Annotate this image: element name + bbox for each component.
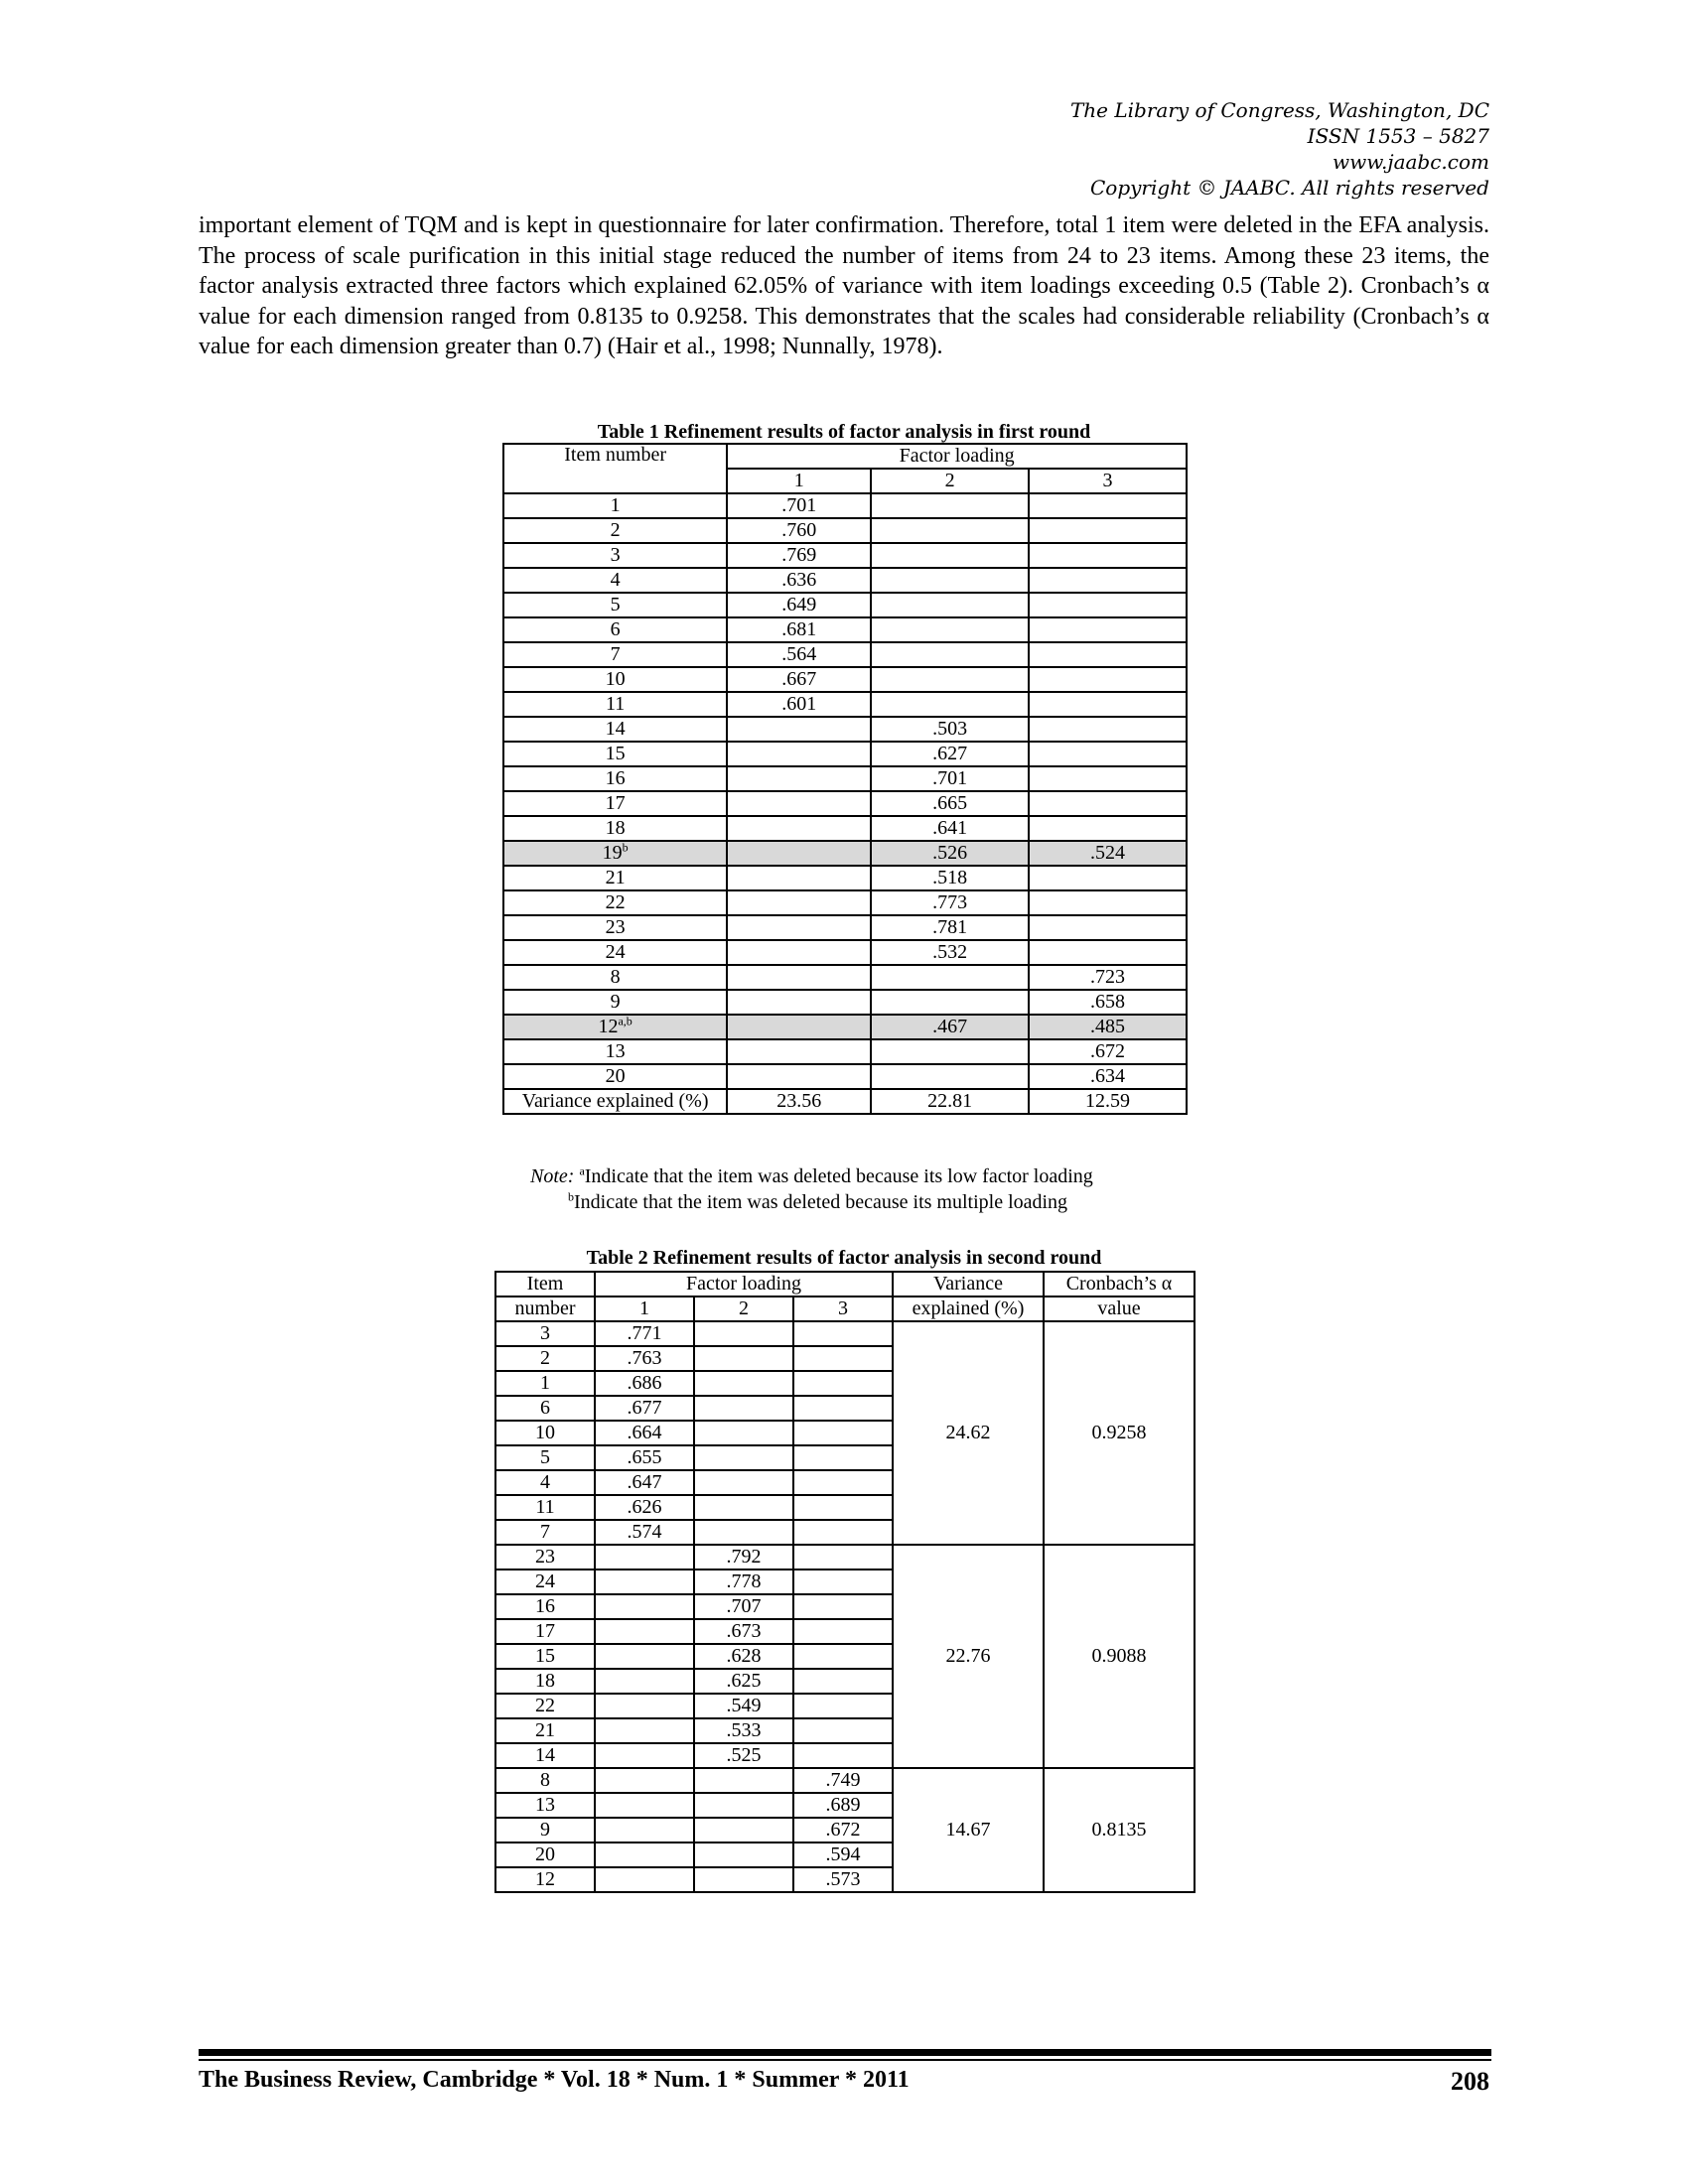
table1-row [503, 543, 1187, 568]
table1-cell-item [503, 866, 727, 890]
table1-cell-factor-2 [871, 593, 1029, 617]
table2-cell-item: 18 [495, 1669, 595, 1694]
table1-cell-item [503, 791, 727, 816]
table1-row [503, 766, 1187, 791]
table2-cell-factor-1 [595, 1594, 694, 1619]
table2-cell-factor-1 [595, 1867, 694, 1892]
table2-cell-item: 9 [495, 1818, 595, 1843]
table1-cell-factor-1: .564 [727, 642, 871, 667]
table1-cell-factor-3 [1029, 742, 1187, 766]
table1-cell-factor-3 [1029, 791, 1187, 816]
table2-cell-factor-3 [793, 1619, 893, 1644]
table1-note-a [530, 1163, 1093, 1189]
table2-cell-factor-3 [793, 1743, 893, 1768]
table2-cell-factor-2: .673 [694, 1619, 793, 1644]
table2-cell-factor-2 [694, 1818, 793, 1843]
table2-cell-factor-3: .573 [793, 1867, 893, 1892]
table1-cell-factor-1 [727, 866, 871, 890]
table2-cell-item: 8 [495, 1768, 595, 1793]
table1-cell-factor-3 [1029, 543, 1187, 568]
table1-cell-factor-1 [727, 816, 871, 841]
table1 [502, 443, 1188, 1115]
table1-row [503, 742, 1187, 766]
table1-item-number: 22 [605, 891, 626, 913]
table2-cell-factor-2 [694, 1867, 793, 1892]
table2-cell-item: 12 [495, 1867, 595, 1892]
table2-cell-factor-3: .672 [793, 1818, 893, 1843]
table1-cell-factor-1 [727, 766, 871, 791]
table1-cell-factor-1: .681 [727, 617, 871, 642]
table1-cell-factor-3 [1029, 642, 1187, 667]
table1-item-number: 16 [605, 767, 626, 789]
table2-cell-item: 10 [495, 1421, 595, 1445]
table2-cell-factor-1 [595, 1843, 694, 1867]
table2-cell-factor-3 [793, 1669, 893, 1694]
table1-cell-item [503, 1064, 727, 1089]
table1-item-number: 3 [610, 544, 621, 566]
table1-cell-item [503, 915, 727, 940]
table1-caption: Table 1 Refinement results of factor analysis in first round [597, 421, 1091, 443]
table1-row [503, 518, 1187, 543]
table1-cell-factor-3 [1029, 816, 1187, 841]
table2-header-variance-2: explained (%) [893, 1297, 1044, 1321]
table1-cell-factor-1 [727, 890, 871, 915]
table1-cell-factor-3: .634 [1029, 1064, 1187, 1089]
table1-cell-factor-3: .524 [1029, 841, 1187, 866]
table1-variance-2: 22.81 [871, 1089, 1029, 1114]
table1-cell-factor-2 [871, 667, 1029, 692]
table1-cell-factor-3 [1029, 890, 1187, 915]
table2-cell-item: 4 [495, 1470, 595, 1495]
table1-variance-3: 12.59 [1029, 1089, 1187, 1114]
table1-cell-item [503, 766, 727, 791]
table2 [494, 1271, 1196, 1893]
table1-cell-factor-3 [1029, 915, 1187, 940]
footer-rule-thick [199, 2049, 1491, 2056]
table1-cell-factor-1: .667 [727, 667, 871, 692]
table1-cell-factor-2 [871, 518, 1029, 543]
table1-cell-item [503, 841, 727, 866]
table1-header-factor-3: 3 [1029, 469, 1187, 493]
table2-cell-factor-3 [793, 1545, 893, 1570]
table1-row [503, 791, 1187, 816]
table1-cell-item [503, 642, 727, 667]
table1-item-number: 8 [610, 966, 621, 988]
table2-cell-item: 16 [495, 1594, 595, 1619]
table2-cell-item: 17 [495, 1619, 595, 1644]
table1-item-number: 13 [605, 1040, 626, 1062]
table1-cell-factor-2 [871, 965, 1029, 990]
table2-cell-factor-2 [694, 1445, 793, 1470]
table2-cell-factor-2 [694, 1421, 793, 1445]
table2-row [495, 1545, 1195, 1570]
table2-cell-factor-3: .749 [793, 1768, 893, 1793]
table2-cell-factor-2: .707 [694, 1594, 793, 1619]
table1-cell-item [503, 543, 727, 568]
page-header [1070, 97, 1489, 201]
table1-variance-label: Variance explained (%) [503, 1089, 727, 1114]
table1-row [503, 890, 1187, 915]
table2-cell-alpha: 0.9258 [1044, 1321, 1195, 1545]
table1-item-number: 18 [605, 817, 626, 839]
table2-cell-factor-1: .574 [595, 1520, 694, 1545]
table2-cell-item: 11 [495, 1495, 595, 1520]
table2-cell-item: 23 [495, 1545, 595, 1570]
table1-cell-item [503, 593, 727, 617]
table2-cell-factor-2 [694, 1793, 793, 1818]
table1-cell-factor-2: .781 [871, 915, 1029, 940]
table2-cell-factor-3 [793, 1694, 893, 1718]
table1-note-b [568, 1189, 1067, 1215]
table1-item-number: 1 [610, 494, 621, 516]
table2-cell-factor-3 [793, 1321, 893, 1346]
table1-cell-factor-1 [727, 717, 871, 742]
table2-cell-item: 15 [495, 1644, 595, 1669]
table2-cell-factor-2 [694, 1768, 793, 1793]
table1-cell-item [503, 990, 727, 1015]
table1-cell-item [503, 742, 727, 766]
table1-cell-factor-1 [727, 791, 871, 816]
table2-cell-item: 20 [495, 1843, 595, 1867]
table1-item-number: 19 [602, 842, 623, 864]
table2-cell-factor-1: .664 [595, 1421, 694, 1445]
table1-row [503, 642, 1187, 667]
footer-journal: The Business Review, Cambridge * Vol. 18 * Num. 1 * Summer * 2011 [199, 2067, 910, 2093]
table2-header-factor-3: 3 [793, 1297, 893, 1321]
table2-cell-factor-3 [793, 1396, 893, 1421]
table2-cell-factor-2 [694, 1520, 793, 1545]
table1-note-b-text: Indicate that the item was deleted because its multiple loading [574, 1191, 1068, 1213]
table2-cell-factor-3 [793, 1421, 893, 1445]
table2-cell-factor-3 [793, 1495, 893, 1520]
table1-cell-item [503, 1039, 727, 1064]
table1-row [503, 667, 1187, 692]
table1-cell-factor-2: .773 [871, 890, 1029, 915]
table1-cell-factor-2 [871, 1039, 1029, 1064]
table2-cell-factor-3 [793, 1594, 893, 1619]
table2-cell-factor-2 [694, 1843, 793, 1867]
table1-header-factor: Factor loading [727, 444, 1187, 469]
table1-cell-factor-3: .723 [1029, 965, 1187, 990]
table2-cell-variance: 24.62 [893, 1321, 1044, 1545]
table1-cell-factor-1 [727, 940, 871, 965]
header-publisher: The Library of Congress, Washington, DC [1069, 98, 1489, 122]
table2-cell-item: 22 [495, 1694, 595, 1718]
table2-cell-factor-1 [595, 1644, 694, 1669]
table2-header-factor-2: 2 [694, 1297, 793, 1321]
table1-item-number: 24 [605, 941, 626, 963]
table2-cell-item: 6 [495, 1396, 595, 1421]
table2-header-alpha-1: Cronbach’s α [1044, 1272, 1195, 1297]
table1-cell-factor-3 [1029, 593, 1187, 617]
table1-row [503, 1039, 1187, 1064]
table2-cell-item: 3 [495, 1321, 595, 1346]
table2-header-factor: Factor loading [595, 1272, 893, 1297]
table2-cell-factor-1: .655 [595, 1445, 694, 1470]
table2-cell-item: 24 [495, 1570, 595, 1594]
table2-cell-factor-2 [694, 1495, 793, 1520]
table2-cell-factor-1 [595, 1570, 694, 1594]
table2-cell-factor-1 [595, 1818, 694, 1843]
table2-cell-variance: 22.76 [893, 1545, 1044, 1768]
footer-rule-thin [199, 2059, 1491, 2061]
table2-cell-factor-1 [595, 1669, 694, 1694]
table2-cell-factor-1 [595, 1793, 694, 1818]
table1-cell-factor-2 [871, 543, 1029, 568]
table2-cell-factor-2: .533 [694, 1718, 793, 1743]
table1-row [503, 816, 1187, 841]
table2-cell-item: 21 [495, 1718, 595, 1743]
table1-cell-factor-1 [727, 1064, 871, 1089]
table1-variance-1: 23.56 [727, 1089, 871, 1114]
table2-cell-factor-2: .625 [694, 1669, 793, 1694]
table1-cell-factor-1: .636 [727, 568, 871, 593]
table2-cell-variance: 14.67 [893, 1768, 1044, 1892]
table1-item-number: 6 [610, 618, 621, 640]
table1-cell-factor-3: .485 [1029, 1015, 1187, 1039]
table1-cell-item [503, 617, 727, 642]
table1-note-b-sup: b [568, 1189, 574, 1204]
table1-cell-factor-2 [871, 568, 1029, 593]
table2-cell-item: 14 [495, 1743, 595, 1768]
table2-cell-factor-3: .689 [793, 1793, 893, 1818]
table1-cell-item [503, 568, 727, 593]
table1-cell-factor-2: .518 [871, 866, 1029, 890]
table2-cell-factor-3 [793, 1371, 893, 1396]
table1-cell-factor-3 [1029, 617, 1187, 642]
table1-cell-factor-3 [1029, 692, 1187, 717]
table1-cell-factor-1 [727, 990, 871, 1015]
table1-row [503, 717, 1187, 742]
table1-cell-factor-3 [1029, 717, 1187, 742]
table1-item-number: 14 [605, 718, 626, 740]
table2-cell-factor-1: .626 [595, 1495, 694, 1520]
table2-cell-alpha: 0.8135 [1044, 1768, 1195, 1892]
table1-cell-factor-1 [727, 1015, 871, 1039]
table2-header-variance-1: Variance [893, 1272, 1044, 1297]
table1-header-item: Item number [503, 444, 727, 493]
table1-cell-factor-3: .658 [1029, 990, 1187, 1015]
table1-note-a-text: Indicate that the item was deleted because its low factor loading [584, 1165, 1093, 1187]
table1-cell-factor-3 [1029, 493, 1187, 518]
table1-cell-factor-1: .760 [727, 518, 871, 543]
table1-cell-factor-2: .532 [871, 940, 1029, 965]
table1-row [503, 841, 1187, 866]
table1-cell-factor-3 [1029, 568, 1187, 593]
table1-row [503, 965, 1187, 990]
table2-cell-factor-1: .686 [595, 1371, 694, 1396]
table1-cell-factor-2 [871, 617, 1029, 642]
table1-cell-item [503, 816, 727, 841]
table1-cell-factor-1: .649 [727, 593, 871, 617]
table1-header-factor-2: 2 [871, 469, 1029, 493]
table1-cell-factor-1 [727, 915, 871, 940]
table1-cell-item [503, 965, 727, 990]
table1-cell-item [503, 940, 727, 965]
table2-cell-alpha: 0.9088 [1044, 1545, 1195, 1768]
table2-cell-factor-2 [694, 1396, 793, 1421]
table2-cell-factor-2: .792 [694, 1545, 793, 1570]
table1-row [503, 493, 1187, 518]
table1-cell-factor-1 [727, 1039, 871, 1064]
table2-row [495, 1321, 1195, 1346]
table1-row [503, 915, 1187, 940]
table1-row [503, 568, 1187, 593]
table1-note-label: Note: [530, 1165, 575, 1187]
table2-header-item-2: number [495, 1297, 595, 1321]
table2-cell-factor-1: .647 [595, 1470, 694, 1495]
table1-row [503, 1064, 1187, 1089]
table1-cell-item [503, 493, 727, 518]
table1-cell-factor-2 [871, 692, 1029, 717]
table1-item-number: 20 [605, 1065, 626, 1087]
table2-cell-factor-3 [793, 1570, 893, 1594]
table2-cell-factor-3 [793, 1470, 893, 1495]
table1-cell-item [503, 890, 727, 915]
table2-cell-item: 13 [495, 1793, 595, 1818]
table1-item-number: 9 [610, 991, 621, 1013]
table1-cell-item [503, 1015, 727, 1039]
table2-cell-factor-3 [793, 1346, 893, 1371]
table1-cell-factor-2: .503 [871, 717, 1029, 742]
table2-cell-factor-2 [694, 1470, 793, 1495]
table2-cell-factor-1 [595, 1768, 694, 1793]
table1-row [503, 940, 1187, 965]
page-number: 208 [1451, 2067, 1489, 2096]
table2-cell-factor-1 [595, 1743, 694, 1768]
table2-cell-factor-1: .771 [595, 1321, 694, 1346]
header-copyright: Copyright © JAABC. All rights reserved [1089, 176, 1489, 200]
table1-item-number: 7 [610, 643, 621, 665]
table1-cell-factor-1 [727, 742, 871, 766]
table2-row [495, 1768, 1195, 1793]
table2-cell-factor-1 [595, 1545, 694, 1570]
table1-item-number: 23 [605, 916, 626, 938]
table2-header-alpha-2: value [1044, 1297, 1195, 1321]
table2-cell-factor-2: .628 [694, 1644, 793, 1669]
table2-cell-factor-1: .763 [595, 1346, 694, 1371]
table2-caption: Table 2 Refinement results of factor analysis in second round [586, 1247, 1102, 1269]
table2-cell-factor-2: .778 [694, 1570, 793, 1594]
table1-row [503, 990, 1187, 1015]
table1-item-number: 12 [598, 1016, 619, 1037]
table1-item-number: 2 [610, 519, 621, 541]
table2-cell-item: 5 [495, 1445, 595, 1470]
table1-cell-factor-2 [871, 493, 1029, 518]
table1-cell-item [503, 692, 727, 717]
table1-row [503, 617, 1187, 642]
table1-item-number: 21 [605, 867, 626, 888]
table1-item-number: 15 [605, 743, 626, 764]
table2-cell-item: 1 [495, 1371, 595, 1396]
table2-cell-factor-3 [793, 1718, 893, 1743]
table1-item-footnote: b [622, 840, 629, 855]
table2-cell-factor-2: .525 [694, 1743, 793, 1768]
table1-cell-item [503, 518, 727, 543]
table2-cell-factor-2 [694, 1321, 793, 1346]
table1-cell-factor-2: .641 [871, 816, 1029, 841]
table1-cell-factor-3 [1029, 667, 1187, 692]
table1-cell-factor-3 [1029, 940, 1187, 965]
table1-cell-item [503, 717, 727, 742]
table1-row [503, 692, 1187, 717]
table2-cell-factor-3: .594 [793, 1843, 893, 1867]
table1-item-footnote: a,b [618, 1014, 633, 1028]
table1-row [503, 866, 1187, 890]
table2-cell-factor-1 [595, 1694, 694, 1718]
table1-cell-factor-1: .769 [727, 543, 871, 568]
table1-cell-factor-3 [1029, 518, 1187, 543]
table1-cell-factor-2 [871, 990, 1029, 1015]
table2-cell-factor-1 [595, 1718, 694, 1743]
table2-cell-factor-2 [694, 1371, 793, 1396]
table2-cell-item: 2 [495, 1346, 595, 1371]
table1-cell-factor-1: .701 [727, 493, 871, 518]
table1-cell-item [503, 667, 727, 692]
table1-cell-factor-1: .601 [727, 692, 871, 717]
table1-item-number: 10 [605, 668, 626, 690]
table2-header-item-1: Item [495, 1272, 595, 1297]
table1-row [503, 593, 1187, 617]
table2-cell-item: 7 [495, 1520, 595, 1545]
table1-cell-factor-2: .665 [871, 791, 1029, 816]
body-paragraph: important element of TQM and is kept in questionnaire for later confirmation. Therefore, total 1 item were deleted in the EFA analysis. The process of scale purification in this initial stage reduced the number of items from 24 to 23 items. Among these 23 items, the factor analysis extracted three factors which explained 62.05% of variance with item loadings exceeding 0.5 (Table 2). Cronbach’s α value for each dimension ranged from 0.8135 to 0.9258. This demonstrates that the scales had considerable reliability (Cronbach’s α value for each dimension greater than 0.7) (Hair et al., 1998; Nunnally, 1978). [199, 212, 1489, 359]
table2-header-factor-1: 1 [595, 1297, 694, 1321]
table1-cell-factor-2: .526 [871, 841, 1029, 866]
header-website: www.jaabc.com [1333, 150, 1489, 174]
table2-cell-factor-1: .677 [595, 1396, 694, 1421]
table2-cell-factor-2 [694, 1346, 793, 1371]
table1-cell-factor-3 [1029, 866, 1187, 890]
header-issn: ISSN 1553 – 5827 [1307, 124, 1489, 148]
table1-cell-factor-2: .467 [871, 1015, 1029, 1039]
table1-header-factor-1: 1 [727, 469, 871, 493]
table2-cell-factor-3 [793, 1644, 893, 1669]
table1-item-number: 4 [610, 569, 621, 591]
table1-cell-factor-3: .672 [1029, 1039, 1187, 1064]
table1-cell-factor-2 [871, 642, 1029, 667]
table2-cell-factor-3 [793, 1520, 893, 1545]
table2-cell-factor-3 [793, 1445, 893, 1470]
table1-row [503, 1015, 1187, 1039]
table2-cell-factor-1 [595, 1619, 694, 1644]
table1-cell-factor-1 [727, 841, 871, 866]
table1-item-number: 11 [606, 693, 626, 715]
table1-cell-factor-2 [871, 1064, 1029, 1089]
table2-cell-factor-2: .549 [694, 1694, 793, 1718]
table1-cell-factor-3 [1029, 766, 1187, 791]
table1-cell-factor-1 [727, 965, 871, 990]
table1-cell-factor-2: .701 [871, 766, 1029, 791]
table1-item-number: 5 [610, 594, 621, 615]
table1-item-number: 17 [605, 792, 626, 814]
table1-cell-factor-2: .627 [871, 742, 1029, 766]
table1-note-a-sup: a [579, 1163, 585, 1178]
